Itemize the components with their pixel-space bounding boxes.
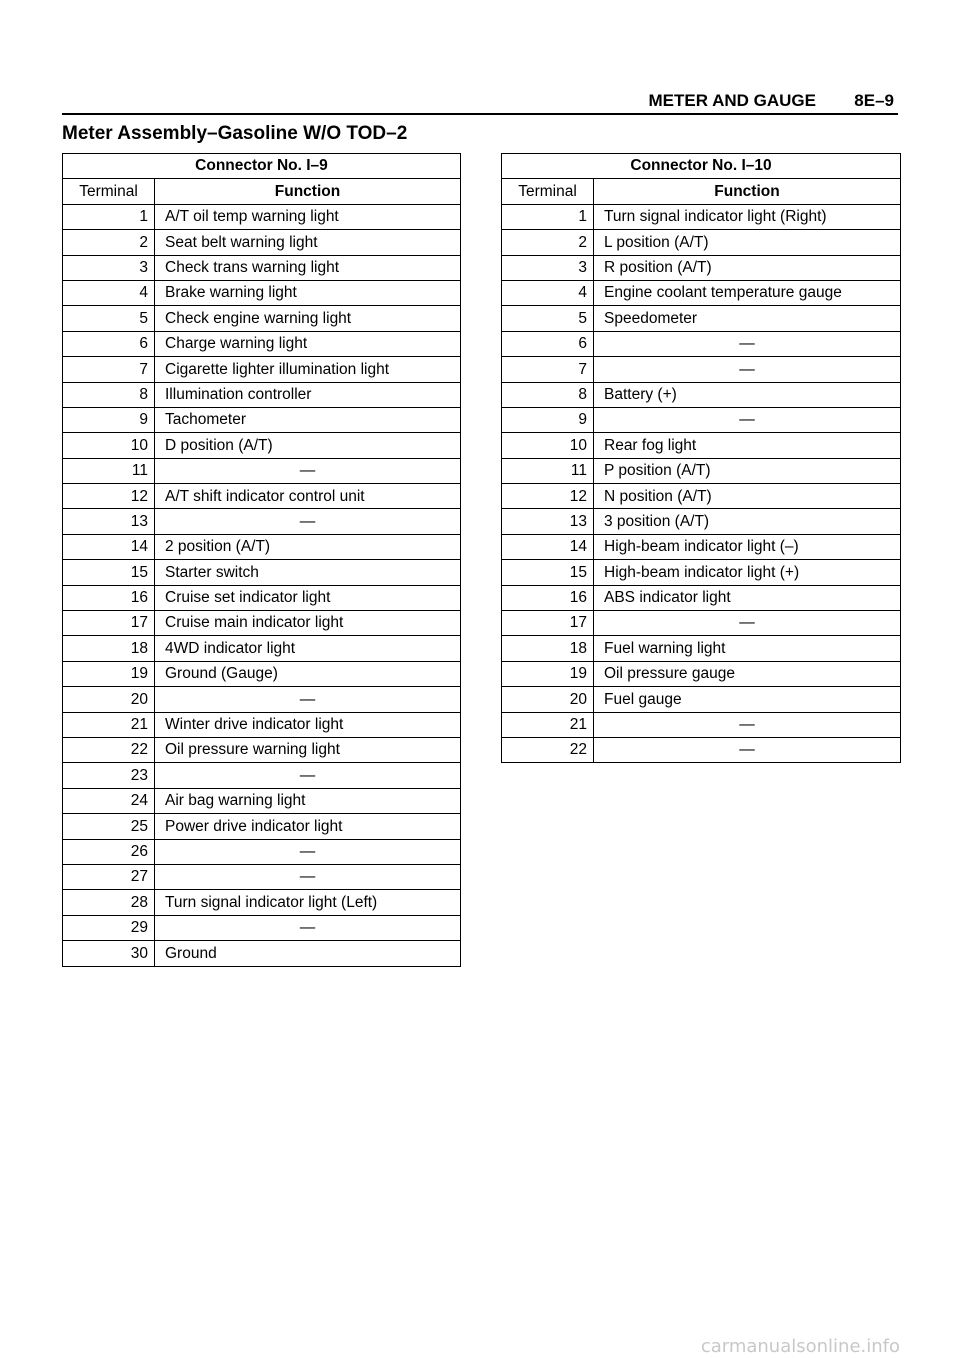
terminal-function: ABS indicator light [594, 585, 901, 610]
terminal-number: 7 [502, 357, 594, 382]
terminal-number: 23 [63, 763, 155, 788]
terminal-number: 12 [63, 484, 155, 509]
terminal-number: 10 [63, 433, 155, 458]
terminal-function: — [155, 458, 461, 483]
terminal-number: 28 [63, 890, 155, 915]
table-row [63, 839, 461, 864]
connector-heading: Connector No. I–10 [502, 154, 901, 179]
table-row [502, 255, 901, 280]
terminal-function: Speedometer [594, 306, 901, 331]
terminal-number: 19 [63, 661, 155, 686]
table-row [63, 788, 461, 813]
terminal-function: — [594, 611, 901, 636]
table-row [502, 357, 901, 382]
terminal-function: Charge warning light [155, 331, 461, 356]
terminal-function: — [155, 864, 461, 889]
table-row [63, 357, 461, 382]
terminal-number: 4 [63, 280, 155, 305]
table-row [502, 280, 901, 305]
terminal-function: A/T oil temp warning light [155, 204, 461, 229]
connector-heading: Connector No. I–9 [63, 154, 461, 179]
table-row [502, 204, 901, 229]
table-row [63, 407, 461, 432]
terminal-function: — [594, 357, 901, 382]
table-row [502, 687, 901, 712]
table-row [63, 737, 461, 762]
table-row [63, 433, 461, 458]
terminal-function: Winter drive indicator light [155, 712, 461, 737]
terminal-number: 11 [63, 458, 155, 483]
table-row [63, 636, 461, 661]
terminal-number: 17 [63, 611, 155, 636]
terminal-function: 4WD indicator light [155, 636, 461, 661]
page-number: 8E–9 [854, 91, 894, 110]
terminal-number: 13 [502, 509, 594, 534]
terminal-number: 2 [63, 230, 155, 255]
terminal-number: 29 [63, 915, 155, 940]
table-row [63, 306, 461, 331]
terminal-number: 8 [63, 382, 155, 407]
connector-table-i10 [501, 153, 901, 763]
table-row [63, 509, 461, 534]
table-row [502, 306, 901, 331]
terminal-function: — [155, 509, 461, 534]
terminal-number: 5 [502, 306, 594, 331]
terminal-function: Brake warning light [155, 280, 461, 305]
terminal-function: — [155, 687, 461, 712]
terminal-function: — [594, 407, 901, 432]
terminal-function: Engine coolant temperature gauge [594, 280, 901, 305]
terminal-function: Power drive indicator light [155, 814, 461, 839]
terminal-function: — [594, 737, 901, 762]
table-row [502, 509, 901, 534]
terminal-number: 20 [502, 687, 594, 712]
terminal-number: 9 [63, 407, 155, 432]
terminal-function: L position (A/T) [594, 230, 901, 255]
terminal-number: 6 [63, 331, 155, 356]
function-column-header: Function [594, 179, 901, 204]
terminal-number: 9 [502, 407, 594, 432]
section-title: METER AND GAUGE [648, 91, 816, 110]
watermark: carmanualsonline.info [700, 1336, 900, 1357]
terminal-function: Oil pressure gauge [594, 661, 901, 686]
terminal-number: 26 [63, 839, 155, 864]
terminal-function: Battery (+) [594, 382, 901, 407]
terminal-function: Ground (Gauge) [155, 661, 461, 686]
terminal-function: Air bag warning light [155, 788, 461, 813]
terminal-number: 19 [502, 661, 594, 686]
terminal-function: Rear fog light [594, 433, 901, 458]
table-row [502, 382, 901, 407]
table-row [502, 407, 901, 432]
table-row [63, 814, 461, 839]
terminal-function: Check trans warning light [155, 255, 461, 280]
page-title: Meter Assembly–Gasoline W/O TOD–2 [62, 123, 408, 144]
terminal-number: 7 [63, 357, 155, 382]
function-column-header: Function [155, 179, 461, 204]
table-row [63, 382, 461, 407]
terminal-column-header: Terminal [502, 179, 594, 204]
terminal-number: 17 [502, 611, 594, 636]
terminal-number: 24 [63, 788, 155, 813]
terminal-number: 3 [63, 255, 155, 280]
table-row [63, 864, 461, 889]
table-row [63, 534, 461, 559]
terminal-function: Tachometer [155, 407, 461, 432]
terminal-number: 3 [502, 255, 594, 280]
terminal-number: 18 [63, 636, 155, 661]
table-row [502, 585, 901, 610]
table-row [502, 331, 901, 356]
terminal-function: 2 position (A/T) [155, 534, 461, 559]
terminal-number: 20 [63, 687, 155, 712]
terminal-function: — [594, 712, 901, 737]
terminal-number: 11 [502, 458, 594, 483]
table-row [502, 636, 901, 661]
table-row [63, 484, 461, 509]
terminal-function: Seat belt warning light [155, 230, 461, 255]
terminal-function: Cruise main indicator light [155, 611, 461, 636]
table-row [502, 458, 901, 483]
table-row [502, 230, 901, 255]
table-row [63, 204, 461, 229]
terminal-function: High-beam indicator light (+) [594, 560, 901, 585]
terminal-number: 5 [63, 306, 155, 331]
terminal-function: Illumination controller [155, 382, 461, 407]
terminal-number: 16 [63, 585, 155, 610]
terminal-function: P position (A/T) [594, 458, 901, 483]
terminal-function: High-beam indicator light (–) [594, 534, 901, 559]
terminal-function: A/T shift indicator control unit [155, 484, 461, 509]
terminal-number: 27 [63, 864, 155, 889]
table-row [63, 890, 461, 915]
table-row [63, 280, 461, 305]
terminal-number: 12 [502, 484, 594, 509]
table-row [502, 484, 901, 509]
terminal-number: 2 [502, 230, 594, 255]
table-row [502, 661, 901, 686]
terminal-function: Check engine warning light [155, 306, 461, 331]
terminal-number: 8 [502, 382, 594, 407]
terminal-number: 4 [502, 280, 594, 305]
terminal-number: 1 [502, 204, 594, 229]
terminal-number: 14 [502, 534, 594, 559]
terminal-function: R position (A/T) [594, 255, 901, 280]
terminal-function: D position (A/T) [155, 433, 461, 458]
table-row [63, 661, 461, 686]
terminal-number: 15 [63, 560, 155, 585]
terminal-number: 22 [63, 737, 155, 762]
page-header [62, 88, 898, 115]
table-row [63, 763, 461, 788]
terminal-number: 16 [502, 585, 594, 610]
table-row [502, 712, 901, 737]
terminal-number: 25 [63, 814, 155, 839]
terminal-number: 14 [63, 534, 155, 559]
table-row [63, 611, 461, 636]
terminal-function: Turn signal indicator light (Right) [594, 204, 901, 229]
terminal-function: 3 position (A/T) [594, 509, 901, 534]
terminal-number: 13 [63, 509, 155, 534]
table-row [502, 560, 901, 585]
terminal-function: N position (A/T) [594, 484, 901, 509]
connector-table-i9 [62, 153, 461, 967]
terminal-column-header: Terminal [63, 179, 155, 204]
table-row [63, 941, 461, 966]
terminal-function: Oil pressure warning light [155, 737, 461, 762]
terminal-number: 10 [502, 433, 594, 458]
terminal-number: 22 [502, 737, 594, 762]
terminal-function: Cigarette lighter illumination light [155, 357, 461, 382]
table-row [502, 534, 901, 559]
terminal-function: Fuel gauge [594, 687, 901, 712]
terminal-number: 30 [63, 941, 155, 966]
terminal-function: Starter switch [155, 560, 461, 585]
table-row [63, 687, 461, 712]
table-row [502, 737, 901, 762]
terminal-function: Turn signal indicator light (Left) [155, 890, 461, 915]
terminal-function: Ground [155, 941, 461, 966]
terminal-number: 15 [502, 560, 594, 585]
terminal-number: 21 [502, 712, 594, 737]
table-row [63, 458, 461, 483]
table-row [502, 433, 901, 458]
table-row [63, 712, 461, 737]
terminal-function: Cruise set indicator light [155, 585, 461, 610]
table-row [63, 585, 461, 610]
terminal-function: — [594, 331, 901, 356]
table-row [63, 255, 461, 280]
terminal-number: 18 [502, 636, 594, 661]
terminal-function: — [155, 915, 461, 940]
terminal-number: 6 [502, 331, 594, 356]
table-row [502, 611, 901, 636]
terminal-function: Fuel warning light [594, 636, 901, 661]
terminal-function: — [155, 763, 461, 788]
table-row [63, 230, 461, 255]
terminal-function: — [155, 839, 461, 864]
terminal-number: 1 [63, 204, 155, 229]
table-row [63, 331, 461, 356]
table-row [63, 560, 461, 585]
terminal-number: 21 [63, 712, 155, 737]
table-row [63, 915, 461, 940]
